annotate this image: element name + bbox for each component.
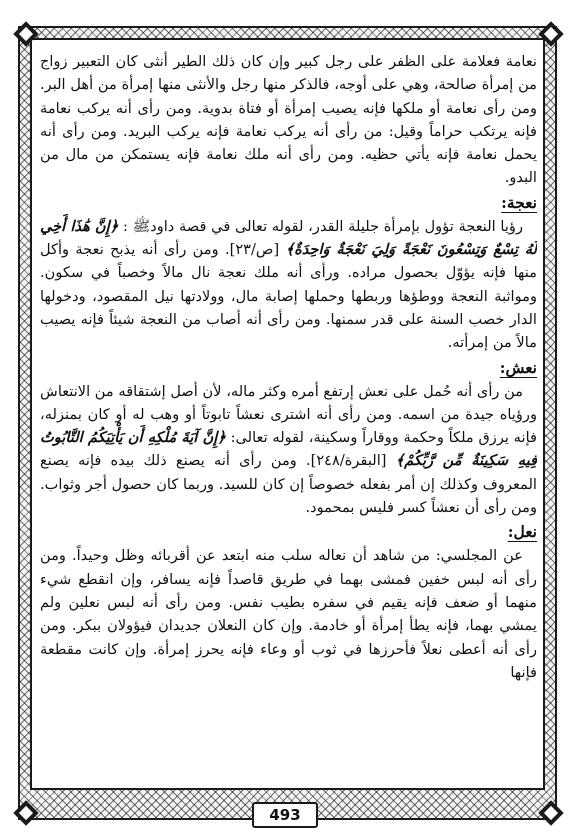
section-heading-nash: نعش: — [499, 357, 537, 377]
section-text: من رأى أنه حُمل على نعش إرتفع أمره وكثر ماله، لأن أصل إشتقاقه من الانتعاش ورؤياه جيدة من اسمه. ومن رأى أنه اشترى نعشاً تابوتاً أو وهب له أو كان بمنزله، فإنه يرزق ملكاً وحكمة ووقاراً وسكينة، لقوله تعالى: — [40, 382, 537, 447]
section-text: رؤيا النعجة تؤول بإمرأة جليلة القدر، لقوله تعالى في قصة داودﷺ : — [118, 217, 524, 235]
quran-verse: ﴿إِنَّ آيَةَ مُلْكِهِ أَن يَأْتِيَكُمُ التَّابُوتُ فِيهِ سَكِينَةٌ مِّن رَّبِّكُمْ﴾ — [40, 429, 537, 470]
page-number: 493 — [252, 802, 318, 828]
quran-verse: ﴿إِنَّ هَٰذَا أَخِي لَهُ تِسْعٌ وَتِسْعُونَ نَعْجَةً وَلِيَ نَعْجَةٌ وَاحِدَةٌ﴾ — [40, 217, 537, 259]
section-text: [البقرة/٢٤٨]. ومن رأى أنه يصنع ذلك بيده فإنه يصنع المعروف وكذلك إن أمر بفعله خصوصاً إن كان للسيد. وربما كان حصول أجر وثواب. ومن رأى أن نعشاً كسر فليس بمحمود. — [40, 452, 537, 517]
section-body-naja — [40, 215, 537, 355]
section-body-nal — [40, 544, 537, 684]
section-text: عن المجلسي: من شاهد أن نعاله سلب منه ابتعد عن أقربائه وظل وحيداً. ومن رأى أنه لبس خفين فمشى بهما في طريق قاصداً فإنه يسافر، وإن انقطع شيء منهما أو ضعف فإنه يقيم في سفره بطيب نفس. ومن رأى أنه لبس نعلين ولم يمشي بهما، فإنه يطأ إمرأة أو خادمة. وإن كان النعلان جديدان فيؤولان ببكر. ومن رأى أنه أعطى نعلاً فأحرزها في ثوب أو وعاء فإنه يحرز إمرأة. وإن كانت مقطعة فإنها — [40, 547, 537, 681]
section-text: [ص/٢٣]. ومن رأى أنه يذبح نعجة وأكل منها فإنه يؤوّل بحصول مراده. ورأى أنه ملك نعجة نال مالاً وخصباً في سكون. ومواثبة النعجة ووطؤها وربطها وحملها إصابة مال، وولادتها نيل المقصود، ودخولها الدار خصب السنة على قدر سمنها. ومن رأى أنه أصاب من النعجة شيئاً فإنه يصيب مالاً من إمرأته. — [40, 241, 537, 352]
page-body-text — [40, 50, 537, 785]
intro-paragraph: نعامة فعلامة على الظفر على رجل كبير وإن كان ذلك الطير أنثى كان التعبير زواج من إمرأة صالحة، وهي على أوجه، فالذكر منها رجل والأنثى منها إمرأة من أهل البر. ومن رأى نعامة أو ملكها فإنه يصيب إمرأة أو فتاة بدوية. ومن رأى أنه يركب نعامة فإنه يرتكب حراماً وقيل: من رأى أنه يركب نعامة فإنه يركب البريد. ومن رأى أنه يحمل نعامة فإنه يأتي حظيه. ومن رأى أنه ملك نعامة فإنه يستمكن من مال من البدو. — [40, 53, 537, 187]
section-body-nash — [40, 380, 537, 520]
section-heading-nal: نعل: — [507, 522, 537, 542]
section-heading-naja: نعجة: — [501, 192, 537, 212]
